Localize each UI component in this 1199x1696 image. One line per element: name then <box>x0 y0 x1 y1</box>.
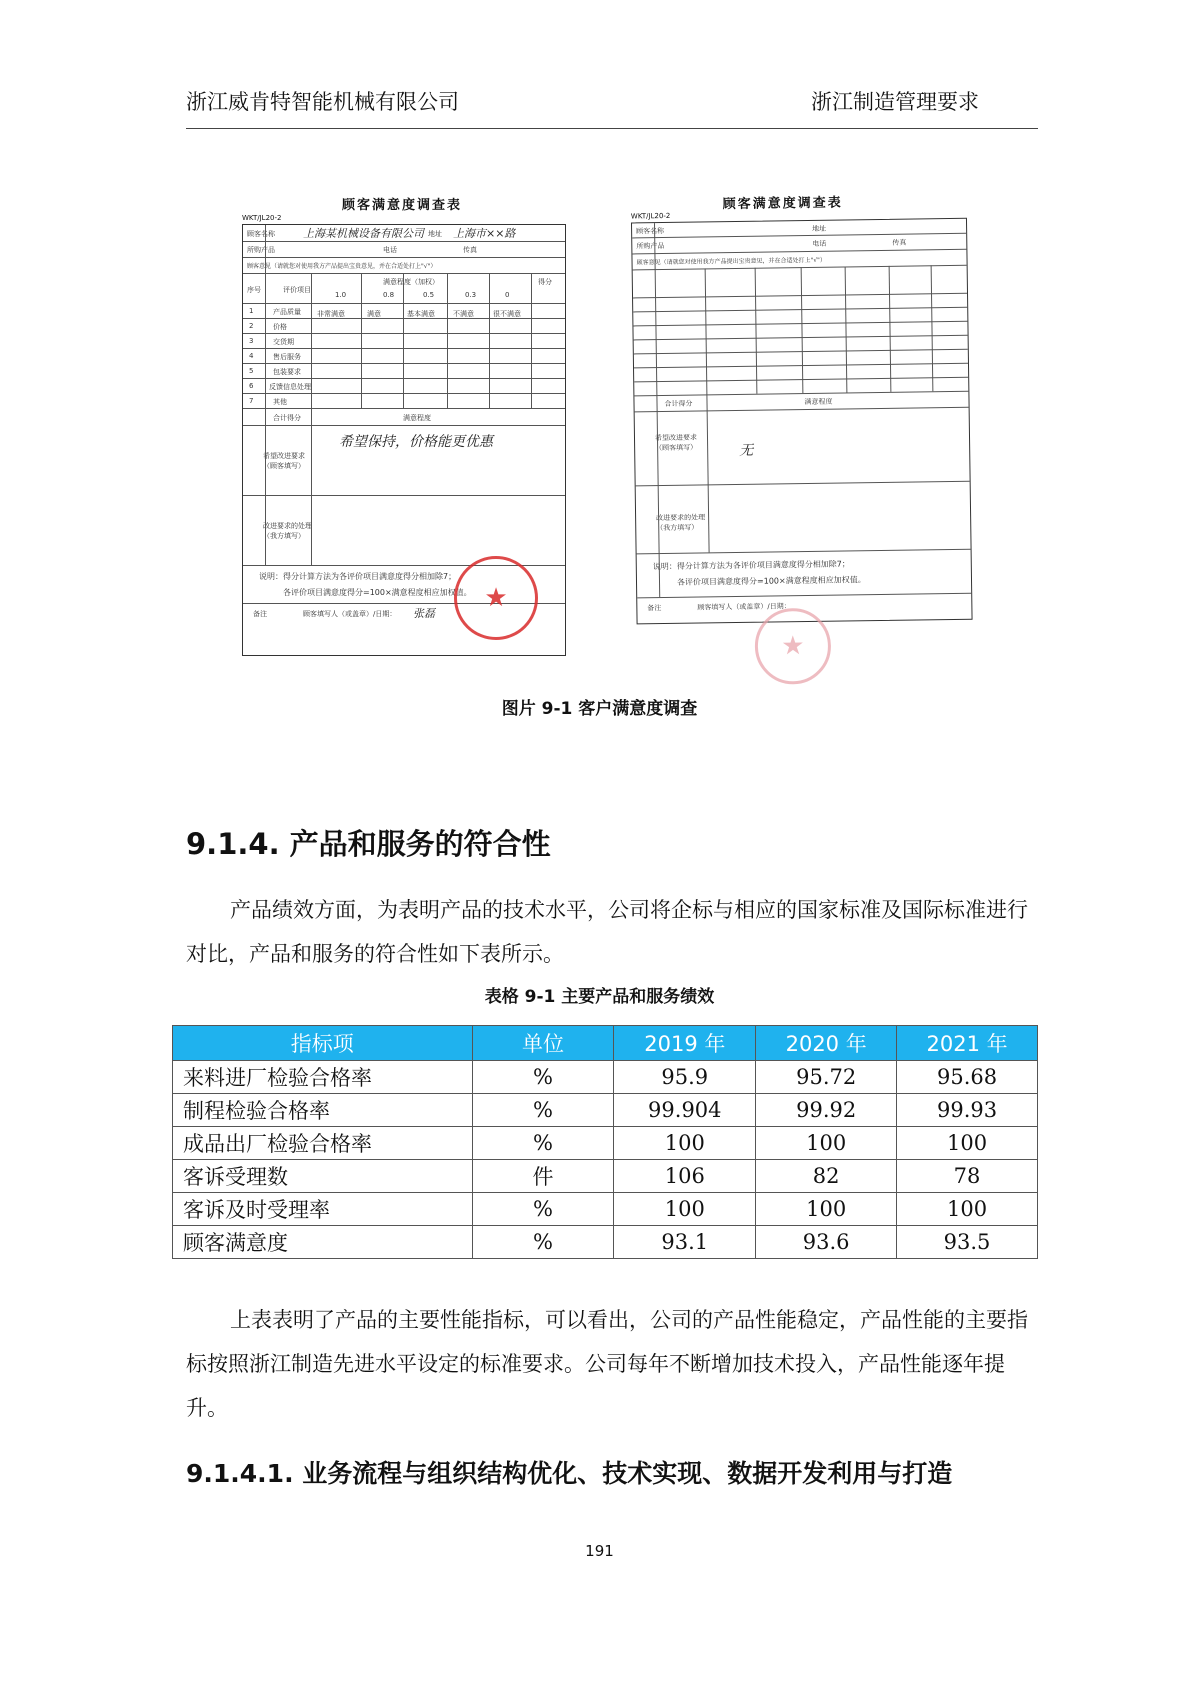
row-no: 7 <box>249 397 254 405</box>
signer-handwriting: 张磊 <box>413 607 435 620</box>
note-1: 说明：得分计算方法为各评价项目满意度得分相加除7； <box>652 559 850 572</box>
header-company: 浙江威肯特智能机械有限公司 <box>186 90 459 114</box>
cell-unit: 件 <box>472 1160 614 1193</box>
survey-form-right <box>630 180 987 695</box>
header-rule <box>186 128 1038 129</box>
company-seal: ★ <box>754 608 831 685</box>
cell-2020: 95.72 <box>756 1061 897 1094</box>
section-intro: 产品绩效方面，为表明产品的技术水平，公司将企标与相应的国家标准及国际标准进行对比，产品和服务的符合性如下表所示。 <box>186 898 1028 966</box>
row-no: 3 <box>249 337 254 345</box>
remark-label: 备注 <box>647 604 662 613</box>
cell-2021: 78 <box>897 1160 1038 1193</box>
product-label: 所购产品 <box>247 246 275 254</box>
figure-caption: 图片 9-1 客户满意度调查 <box>501 699 698 719</box>
cell-2020: 99.92 <box>756 1094 897 1127</box>
option-3: 基本满意 <box>407 310 435 318</box>
col-no: 序号 <box>247 286 261 294</box>
row-no: 6 <box>249 382 254 390</box>
cell-2020: 82 <box>756 1160 897 1193</box>
customer-label: 顾客名称 <box>247 230 275 238</box>
total-label: 合计得分 <box>273 414 301 422</box>
row-no: 1 <box>249 307 254 315</box>
header-2020: 2020 年 <box>756 1026 897 1061</box>
row-no: 2 <box>249 322 254 330</box>
wish-handwriting: 希望保持，价格能更优惠 <box>339 434 493 450</box>
cell-unit: % <box>472 1061 614 1094</box>
option-2: 满意 <box>367 310 381 318</box>
row-item: 产品质量 <box>273 308 301 316</box>
row-no: 4 <box>249 352 254 360</box>
header-doc-title: 浙江制造管理要求 <box>811 90 979 114</box>
survey-form-left <box>202 156 604 744</box>
cell-unit: % <box>472 1226 614 1259</box>
header-unit: 单位 <box>472 1026 614 1061</box>
col-score: 得分 <box>538 278 552 286</box>
cell-2021: 95.68 <box>897 1061 1038 1094</box>
cell-indicator: 客诉及时受理率 <box>173 1193 473 1226</box>
table-caption: 表格 9-1 主要产品和服务绩效 <box>484 987 715 1007</box>
cell-unit: % <box>472 1127 614 1160</box>
phone-label: 电话 <box>812 239 827 248</box>
improve-label: 改进要求的处理（我方填写） <box>656 513 706 533</box>
wish-handwriting: 无 <box>739 442 754 459</box>
cell-2021: 100 <box>897 1127 1038 1160</box>
form-grid <box>631 218 973 625</box>
fax-label: 传真 <box>892 238 907 247</box>
subsection-heading: 9.1.4.1. 业务流程与组织结构优化、技术实现、数据开发利用与打造 <box>186 1459 953 1488</box>
cell-unit: % <box>472 1094 614 1127</box>
header-indicator: 指标项 <box>173 1026 473 1061</box>
form-title: 顾客满意度调查表 <box>722 195 843 213</box>
weight-4: 0.3 <box>465 291 477 299</box>
table-row <box>173 1127 1038 1160</box>
cell-2021: 93.5 <box>897 1226 1038 1259</box>
weight-1: 1.0 <box>335 291 347 299</box>
table-row <box>173 1193 1038 1226</box>
level-label: 满意程度 <box>403 414 431 422</box>
table-row <box>173 1160 1038 1193</box>
signer-label: 顾客填写人（或盖章）/日期： <box>303 610 397 618</box>
row-item: 其他 <box>273 398 287 406</box>
option-1: 非常满意 <box>317 310 345 318</box>
wish-label: 希望改进要求（顾客填写） <box>654 433 698 453</box>
table-row <box>173 1094 1038 1127</box>
cell-2019: 100 <box>614 1127 756 1160</box>
cell-indicator: 成品出厂检验合格率 <box>173 1127 473 1160</box>
cell-2021: 100 <box>897 1193 1038 1226</box>
row-item: 价格 <box>273 323 287 331</box>
form-title: 顾客满意度调查表 <box>342 198 463 213</box>
cell-indicator: 来料进厂检验合格率 <box>173 1061 473 1094</box>
weight-2: 0.8 <box>383 291 395 299</box>
form-code: WKT/JL20-2 <box>630 211 671 221</box>
signer-label: 顾客填写人（或盖章）/日期： <box>697 602 791 612</box>
cell-2019: 100 <box>614 1193 756 1226</box>
table-row <box>173 1226 1038 1259</box>
customer-handwriting: 上海某机械设备有限公司 <box>303 227 424 240</box>
cell-2019: 106 <box>614 1160 756 1193</box>
cell-2019: 95.9 <box>614 1061 756 1094</box>
note-2: 各评价项目满意度得分=100×满意程度相应加权值。 <box>283 588 472 597</box>
customer-label: 顾客名称 <box>636 227 665 236</box>
level-label: 满意程度 <box>804 397 833 407</box>
product-label: 所购产品 <box>636 242 665 251</box>
cell-2019: 99.904 <box>614 1094 756 1127</box>
total-label: 合计得分 <box>664 399 693 409</box>
table-header-row <box>173 1026 1038 1061</box>
note-1: 说明：得分计算方法为各评价项目满意度得分相加除7； <box>259 572 457 581</box>
fax-label: 传真 <box>463 246 477 254</box>
row-no: 5 <box>249 367 254 375</box>
company-seal: ★ <box>454 556 538 640</box>
option-4: 不满意 <box>453 310 474 318</box>
col-item: 评价项目 <box>283 286 311 294</box>
row-item: 反馈信息处理 <box>269 383 311 391</box>
address-label: 地址 <box>428 230 442 238</box>
cell-indicator: 客诉受理数 <box>173 1160 473 1193</box>
opinion-label: 顾客意见（请就您对使用我方产品提出宝贵意见，并在合适处打上"√"） <box>636 256 826 267</box>
cell-2020: 100 <box>756 1127 897 1160</box>
row-item: 交货期 <box>273 338 294 346</box>
col-level: 满意程度（加权） <box>383 278 439 286</box>
weight-3: 0.5 <box>423 291 435 299</box>
table-row <box>173 1061 1038 1094</box>
option-5: 很不满意 <box>493 310 521 318</box>
section-heading: 9.1.4. 产品和服务的符合性 <box>186 827 551 861</box>
header-2019: 2019 年 <box>614 1026 756 1061</box>
cell-indicator: 制程检验合格率 <box>173 1094 473 1127</box>
cell-2020: 100 <box>756 1193 897 1226</box>
row-item: 包装要求 <box>273 368 301 376</box>
phone-label: 电话 <box>383 246 397 254</box>
wish-label: 希望改进要求（顾客填写） <box>263 452 305 470</box>
cell-2019: 93.1 <box>614 1226 756 1259</box>
cell-indicator: 顾客满意度 <box>173 1226 473 1259</box>
weight-5: 0 <box>505 291 510 299</box>
address-label: 地址 <box>812 224 827 233</box>
opinion-label: 顾客意见（请就您对使用我方产品提出宝贵意见，并在合适处打上"√"） <box>247 263 437 270</box>
conclusion-paragraph: 上表表明了产品的主要性能指标，可以看出，公司的产品性能稳定，产品性能的主要指标按照浙江制造先进水平设定的标准要求。公司每年不断增加技术投入，产品性能逐年提升。 <box>186 1308 1028 1420</box>
remark-label: 备注 <box>253 610 267 618</box>
header-2021: 2021 年 <box>897 1026 1038 1061</box>
page-number: 191 <box>585 1542 614 1560</box>
row-item: 售后服务 <box>273 353 301 361</box>
form-code: WKT/JL20-2 <box>242 214 282 222</box>
address-handwriting: 上海市××路 <box>453 227 516 240</box>
cell-2021: 99.93 <box>897 1094 1038 1127</box>
performance-table <box>172 1025 1038 1259</box>
note-2: 各评价项目满意度得分=100×满意程度相应加权值。 <box>676 575 866 587</box>
cell-unit: % <box>472 1193 614 1226</box>
improve-label: 改进要求的处理（我方填写） <box>263 522 312 540</box>
cell-2020: 93.6 <box>756 1226 897 1259</box>
